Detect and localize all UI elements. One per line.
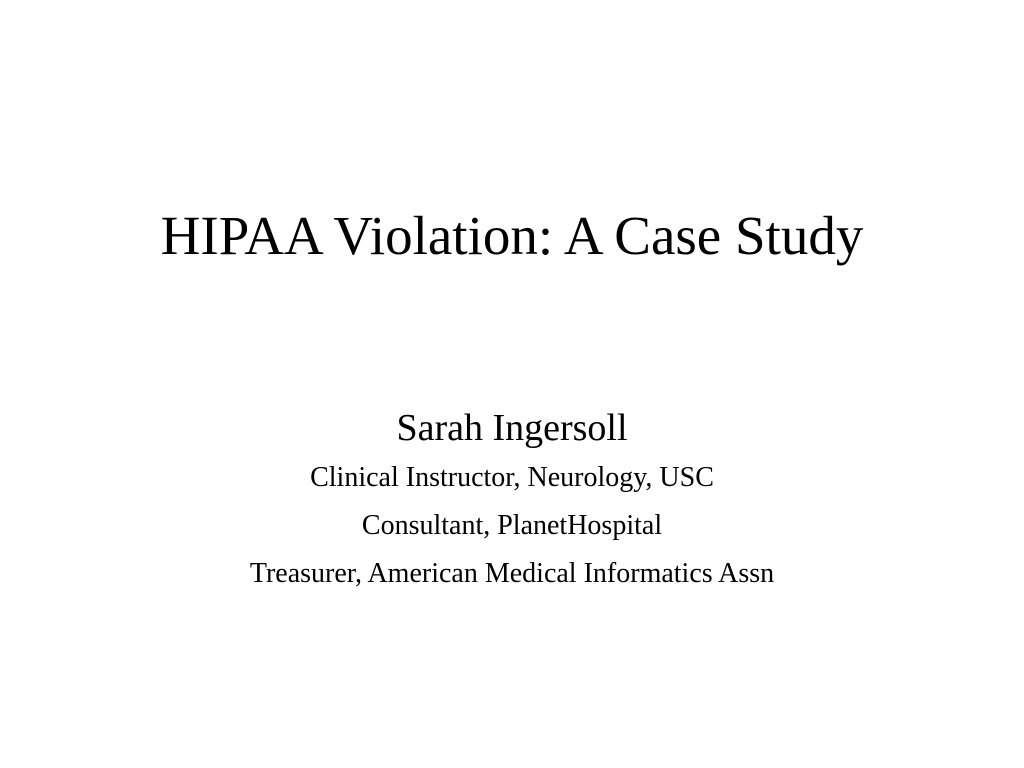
slide-title: HIPAA Violation: A Case Study <box>160 205 864 266</box>
affiliation-line: Consultant, PlanetHospital <box>361 510 663 541</box>
author-name: Sarah Ingersoll <box>396 407 628 449</box>
affiliation-line: Treasurer, American Medical Informatics Assn <box>249 558 775 589</box>
affiliation-line: Clinical Instructor, Neurology, USC <box>310 462 714 493</box>
slide-subtitle <box>0 402 1024 598</box>
